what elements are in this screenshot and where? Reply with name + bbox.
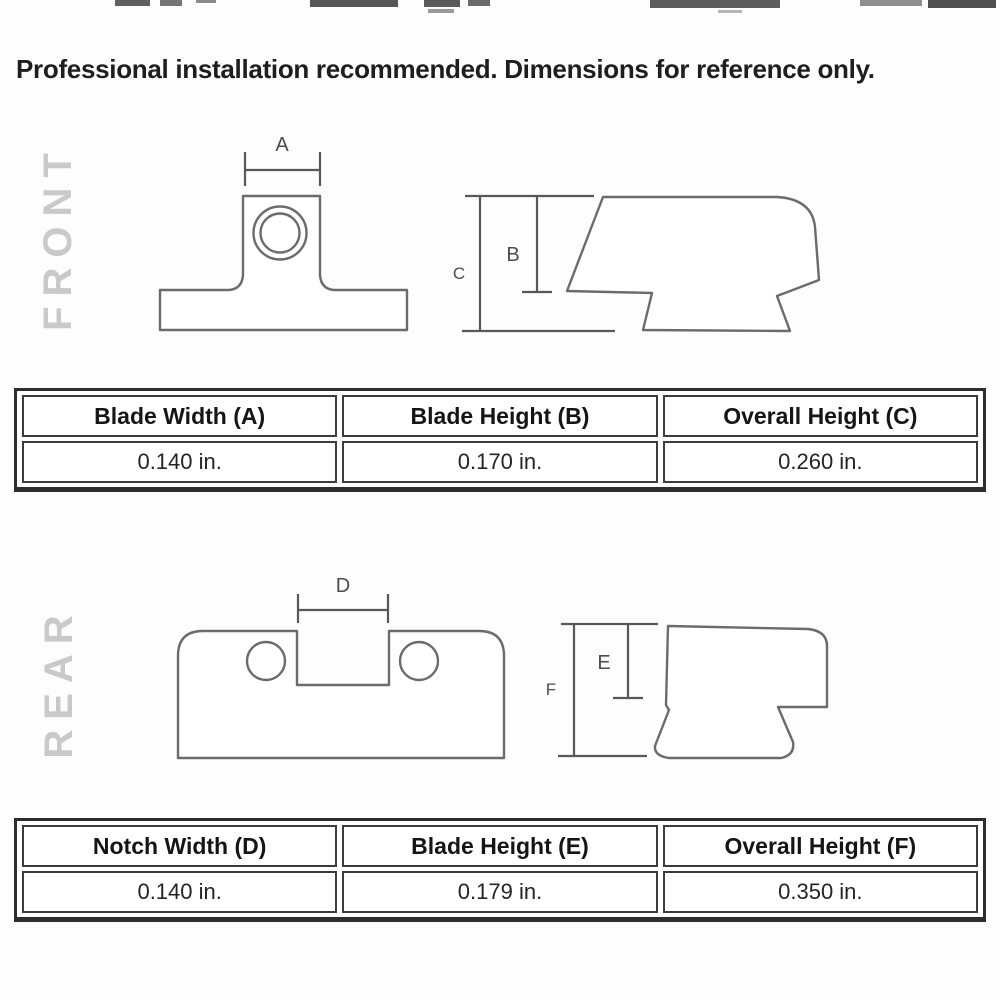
rear-left-dot	[247, 642, 285, 680]
dim-e-label: E	[597, 652, 611, 674]
front-section-watermark: FRONT	[36, 143, 80, 331]
rear-sight-profile	[655, 626, 827, 758]
front-sight-profile	[567, 197, 819, 331]
rear-right-dot	[400, 642, 438, 680]
column-header: Overall Height (C)	[663, 395, 978, 437]
table-value-row	[22, 441, 978, 483]
dim-a-lines	[245, 152, 320, 186]
table-cell: 0.260 in.	[663, 441, 978, 483]
column-header: Blade Height (B)	[342, 395, 657, 437]
table-cell: 0.140 in.	[22, 871, 337, 913]
table-cell: 0.350 in.	[663, 871, 978, 913]
table-cell: 0.179 in.	[342, 871, 657, 913]
dim-a-label: A	[275, 134, 289, 156]
rear-section-watermark: REAR	[37, 605, 81, 759]
tritium-vial-inner-ring	[261, 214, 300, 253]
rear-sight-rear-view	[178, 575, 504, 758]
dim-c-label: C	[452, 264, 466, 283]
front-sight-front-view	[160, 134, 407, 330]
column-header: Blade Height (E)	[342, 825, 657, 867]
dim-d-lines	[298, 594, 388, 623]
table-header-row	[22, 825, 978, 867]
front-dimensions-table	[14, 388, 986, 492]
column-header: Blade Width (A)	[22, 395, 337, 437]
column-header: Notch Width (D)	[22, 825, 337, 867]
header-note: Professional installation recommended. Dimensions for reference only.	[16, 54, 875, 84]
dim-ef-lines	[558, 624, 658, 757]
table-cell: 0.170 in.	[342, 441, 657, 483]
rear-sight-side-view	[546, 624, 827, 758]
dim-f-label: F	[545, 680, 557, 699]
column-header: Overall Height (F)	[663, 825, 978, 867]
dim-b-label: B	[506, 244, 520, 266]
rear-sight-outline	[178, 631, 504, 758]
dim-d-label: D	[335, 575, 351, 597]
rear-dimensions-table	[14, 818, 986, 922]
table-header-row	[22, 395, 978, 437]
table-cell: 0.140 in.	[22, 441, 337, 483]
front-sight-side-view	[453, 196, 819, 331]
table-value-row	[22, 871, 978, 913]
